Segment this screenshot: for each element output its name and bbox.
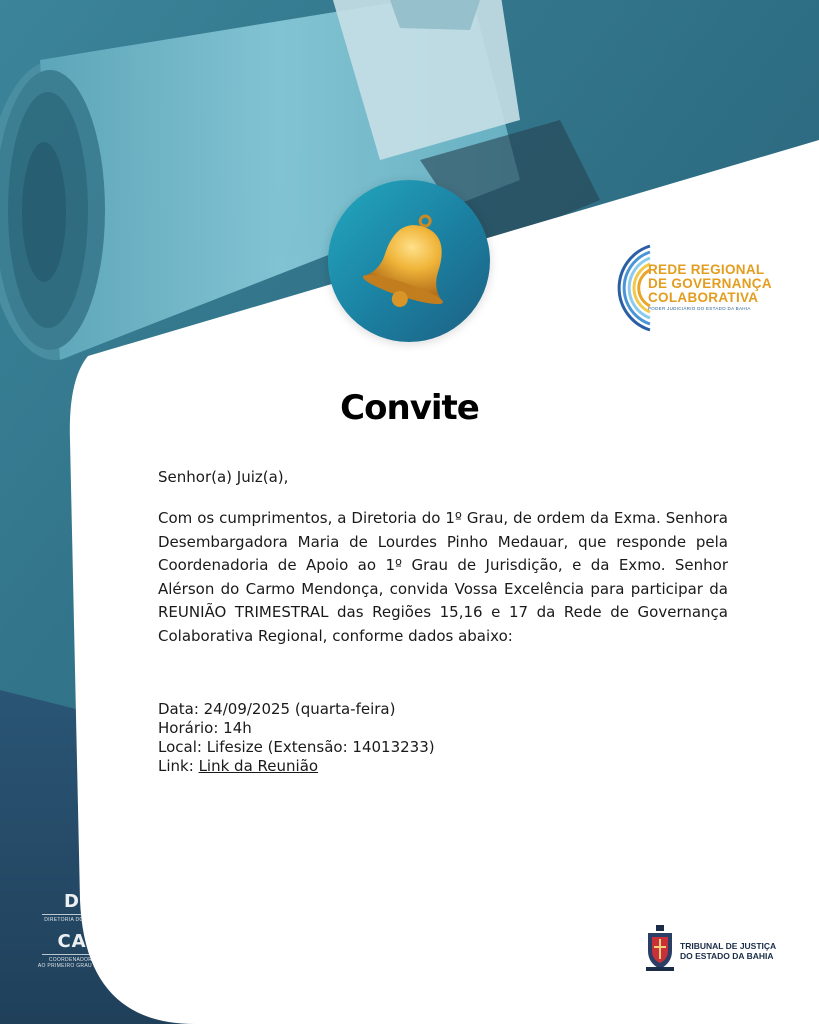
capg-divider [42, 954, 132, 955]
tribunal-logo [644, 925, 794, 975]
bell-icon [328, 180, 490, 342]
meeting-time: Horário: 14h [158, 719, 252, 737]
logo-subtitle: PODER JUDICIÁRIO DO ESTADO DA BAHIA [648, 306, 751, 311]
capg-full-name-2: AO PRIMEIRO GRAU DE JURISDIÇÃO [37, 963, 137, 969]
bell-badge [328, 180, 490, 342]
network-logo [600, 238, 772, 338]
tribunal-line-1: TRIBUNAL DE JUSTIÇA [680, 941, 777, 951]
dpg-divider [42, 914, 132, 915]
logo-line-3: COLABORATIVA [648, 290, 759, 305]
capg-logo [32, 932, 142, 969]
greeting: Senhor(a) Juiz(a), [158, 468, 289, 486]
meeting-link-label: Link: [158, 757, 194, 775]
meeting-date: Data: 24/09/2025 (quarta-feira) [158, 700, 396, 718]
logo-line-1: REDE REGIONAL [648, 262, 765, 277]
capg-abbr: CAPG [57, 931, 117, 952]
tribunal-line-2: DO ESTADO DA BAHIA [680, 951, 774, 961]
meeting-details [158, 700, 728, 776]
dpg-abbr: DPG [64, 891, 110, 912]
capg-full-name-1: COORDENADORIA DE APOIO [48, 957, 126, 963]
meeting-link[interactable]: Link da Reunião [198, 757, 319, 775]
coat-of-arms-icon [644, 925, 676, 973]
meeting-location: Local: Lifesize (Extensão: 14013233) [158, 738, 435, 756]
meeting-link-row [158, 757, 728, 776]
dpg-logo [32, 892, 142, 923]
logo-line-2: DE GOVERNANÇA [648, 276, 772, 291]
page-title: Convite [340, 388, 479, 428]
invitation-paragraph: Com os cumprimentos, a Diretoria do 1º Grau, de ordem da Exma. Senhora Desembargadora Maria de Lourdes Pinho Medauar, que responde pela Coordenadoria de Apoio ao 1º Grau de Jurisdição, e da Exmo. Senhor Alérson do Carmo Mendonça, convida Vossa Excelência para participar da REUNIÃO TRIMESTRAL das Regiões 15,16 e 17 da Rede de Governança Colaborativa Regional, conforme dados abaixo: [158, 509, 728, 645]
dpg-full-name: DIRETORIA DO PRIMEIRO GRAU [44, 917, 130, 923]
